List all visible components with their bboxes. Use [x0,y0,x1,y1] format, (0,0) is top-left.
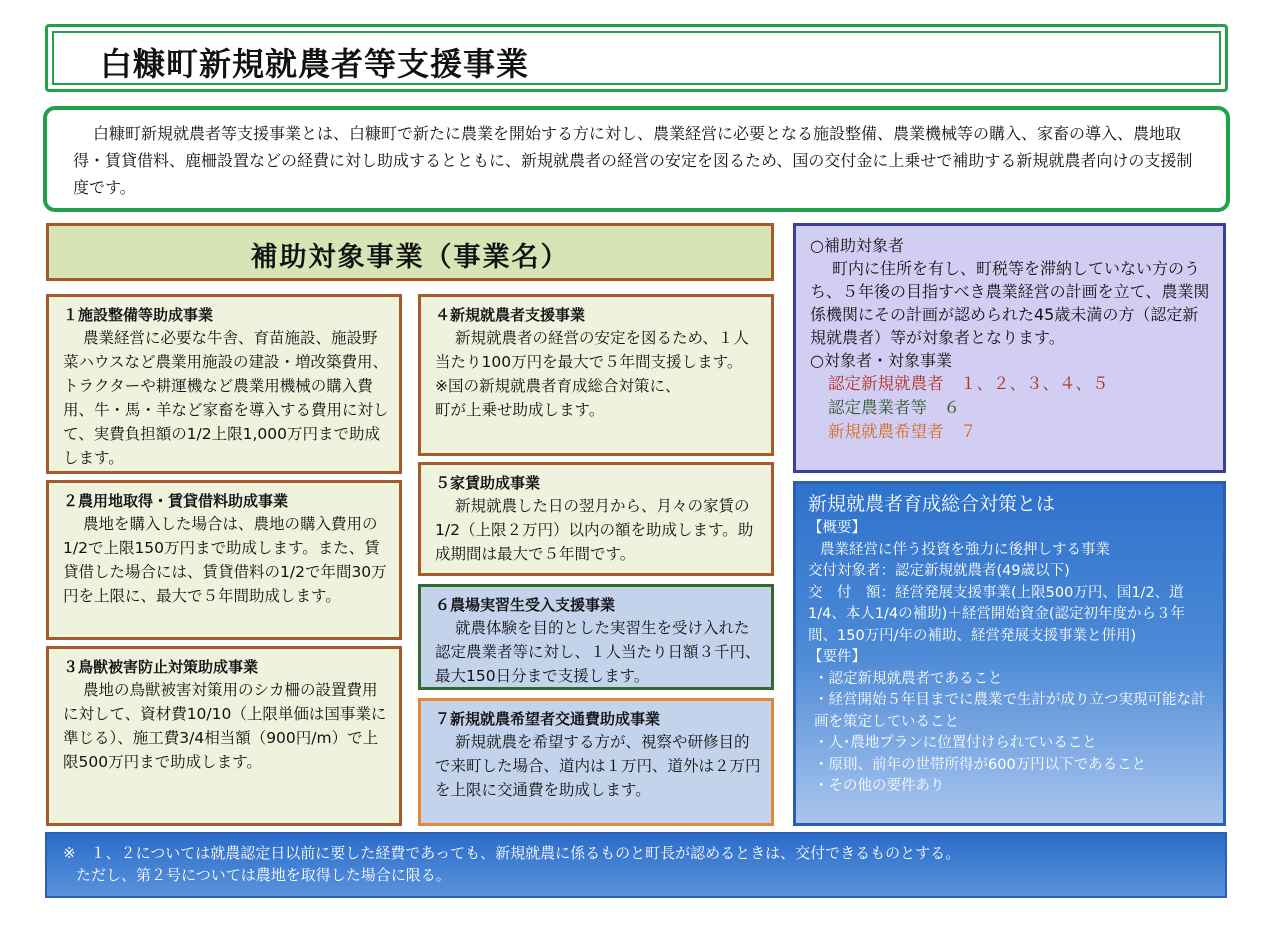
eligibility-row: 新規就農希望者 ７ [828,422,977,441]
eligibility-box [793,223,1226,473]
card-title: ２農用地取得・賃貸借料助成事業 [63,492,289,510]
info-amount: 交 付 額：経営発展支援事業(上限500万円、国1/2、道1/4、本人1/4の補助)＋経営開始資金(認定初年度から３年間、150万円/年の補助、経営発展支援事業と併用) [808,584,1185,644]
eligibility-row: 認定新規就農者 １、２、３、４、５ [828,374,1109,393]
card-body: 就農体験を目的とした実習生を受け入れた認定農業者等に対し、１人当たり日額３千円、最大150日分まで支援します。 [435,619,761,685]
card-title: ３鳥獣被害防止対策助成事業 [63,658,259,676]
eligibility-body: 町内に住所を有し、町税等を滞納していない方のうち、５年後の目指すべき農業経営の計画を立て、農業関係機関にその計画が認められた45歳未満の方（認定新規就農者）等が対象者となります。 [810,259,1210,347]
card-body: 農業経営に必要な牛舎、育苗施設、施設野菜ハウスなど農業用施設の建設・増改築費用、トラクターや耕運機など農業用機械の購入費用、牛・馬・羊など家畜を導入する費用に対して、実費負担額の1/2上限1,000万円まで助成します。 [63,329,389,467]
eligibility-row: 認定農業者等 ６ [828,398,960,417]
national-program-box [793,481,1226,826]
card-body: 新規就農者の経営の安定を図るため、１人当たり100万円を最大で５年間支援します。 [435,329,749,371]
info-requirement: ・原則、前年の世帯所得が600万円以下であること [814,756,1147,773]
footer-line: ただし、第２号については農地を取得した場合に限る。 [76,866,451,884]
card-travel-subsidy [418,698,774,826]
info-requirement: ・経営開始５年目までに農業で生計が成り立つ実現可能な計画を策定していること [814,692,1206,730]
info-overview-heading: 【概要】 [808,520,866,536]
intro-box [43,106,1230,212]
info-requirements-heading: 【要件】 [808,649,866,665]
intro-text: 白糠町新規就農者等支援事業とは、白糠町で新たに農業を開始する方に対し、農業経営に必要となる施設整備、農業機械等の購入、家畜の導入、農地取得・賃貸借料、鹿柵設置などの経費に対し助成するとともに、新規就農者の経営の安定を図るため、国の交付金に上乗せで補助する新規就農者向けの支援制度です。 [73,124,1193,197]
section-header [46,223,774,281]
title-banner [45,24,1228,92]
card-rent-subsidy [418,462,774,576]
eligibility-heading: ○対象者・対象事業 [810,351,952,370]
info-target: 交付対象者：認定新規就農者(49歳以下) [808,563,1070,579]
eligibility-heading: ○補助対象者 [810,236,904,255]
info-requirement: ・その他の要件あり [814,778,945,794]
card-farmland-subsidy [46,480,402,640]
card-trainee-support [418,584,774,690]
card-body: 農地の鳥獣被害対策用のシカ柵の設置費用に対して、資材費10/10（上限単価は国事業に準じる）、施工費3/4相当額（900円/m）で上限500万円まで助成します。 [63,681,387,771]
card-title: ６農場実習生受入支援事業 [435,596,616,614]
card-body: 新規就農を希望する方が、視察や研修目的で来町した場合、道内は１万円、道外は２万円を上限に交通費を助成します。 [435,733,761,799]
info-overview: 農業経営に伴う投資を強力に後押しする事業 [820,541,1110,558]
card-title: ４新規就農者支援事業 [435,306,586,324]
card-wildlife-damage-subsidy [46,646,402,826]
page-title: 白糠町新規就農者等支援事業 [100,45,530,83]
info-title: 新規就農者育成総合対策とは [808,493,1056,515]
info-requirement: ・認定新規就農者であること [814,670,1003,687]
card-note: ※国の新規就農者育成総合対策に、 [435,377,681,395]
card-body: 農地を購入した場合は、農地の購入費用の1/2で上限150万円まで助成します。また、賃貸借した場合には、賃貸借料の1/2で年間30万円を上限に、最大で５年間助成します。 [63,515,387,605]
info-requirement: ・人･農地プランに位置付けられていること [814,735,1097,751]
card-new-farmer-support [418,294,774,456]
card-note: 町が上乗せ助成します。 [435,401,605,419]
card-facility-subsidy [46,294,402,474]
card-body: 新規就農した日の翌月から、月々の家賃の1/2（上限２万円）以内の額を助成します。助成期間は最大で５年間です。 [435,497,754,563]
card-title: ５家賃助成事業 [435,474,541,492]
footer-line: ※ １、２については就農認定日以前に要した経費であっても、新規就農に係るものと町長が認めるときは、交付できるものとする。 [63,844,961,862]
card-title: １施設整備等助成事業 [63,306,214,324]
section-header-text: 補助対象事業（事業名） [250,242,570,273]
footer-note [45,832,1227,898]
card-title: ７新規就農希望者交通費助成事業 [435,710,661,728]
